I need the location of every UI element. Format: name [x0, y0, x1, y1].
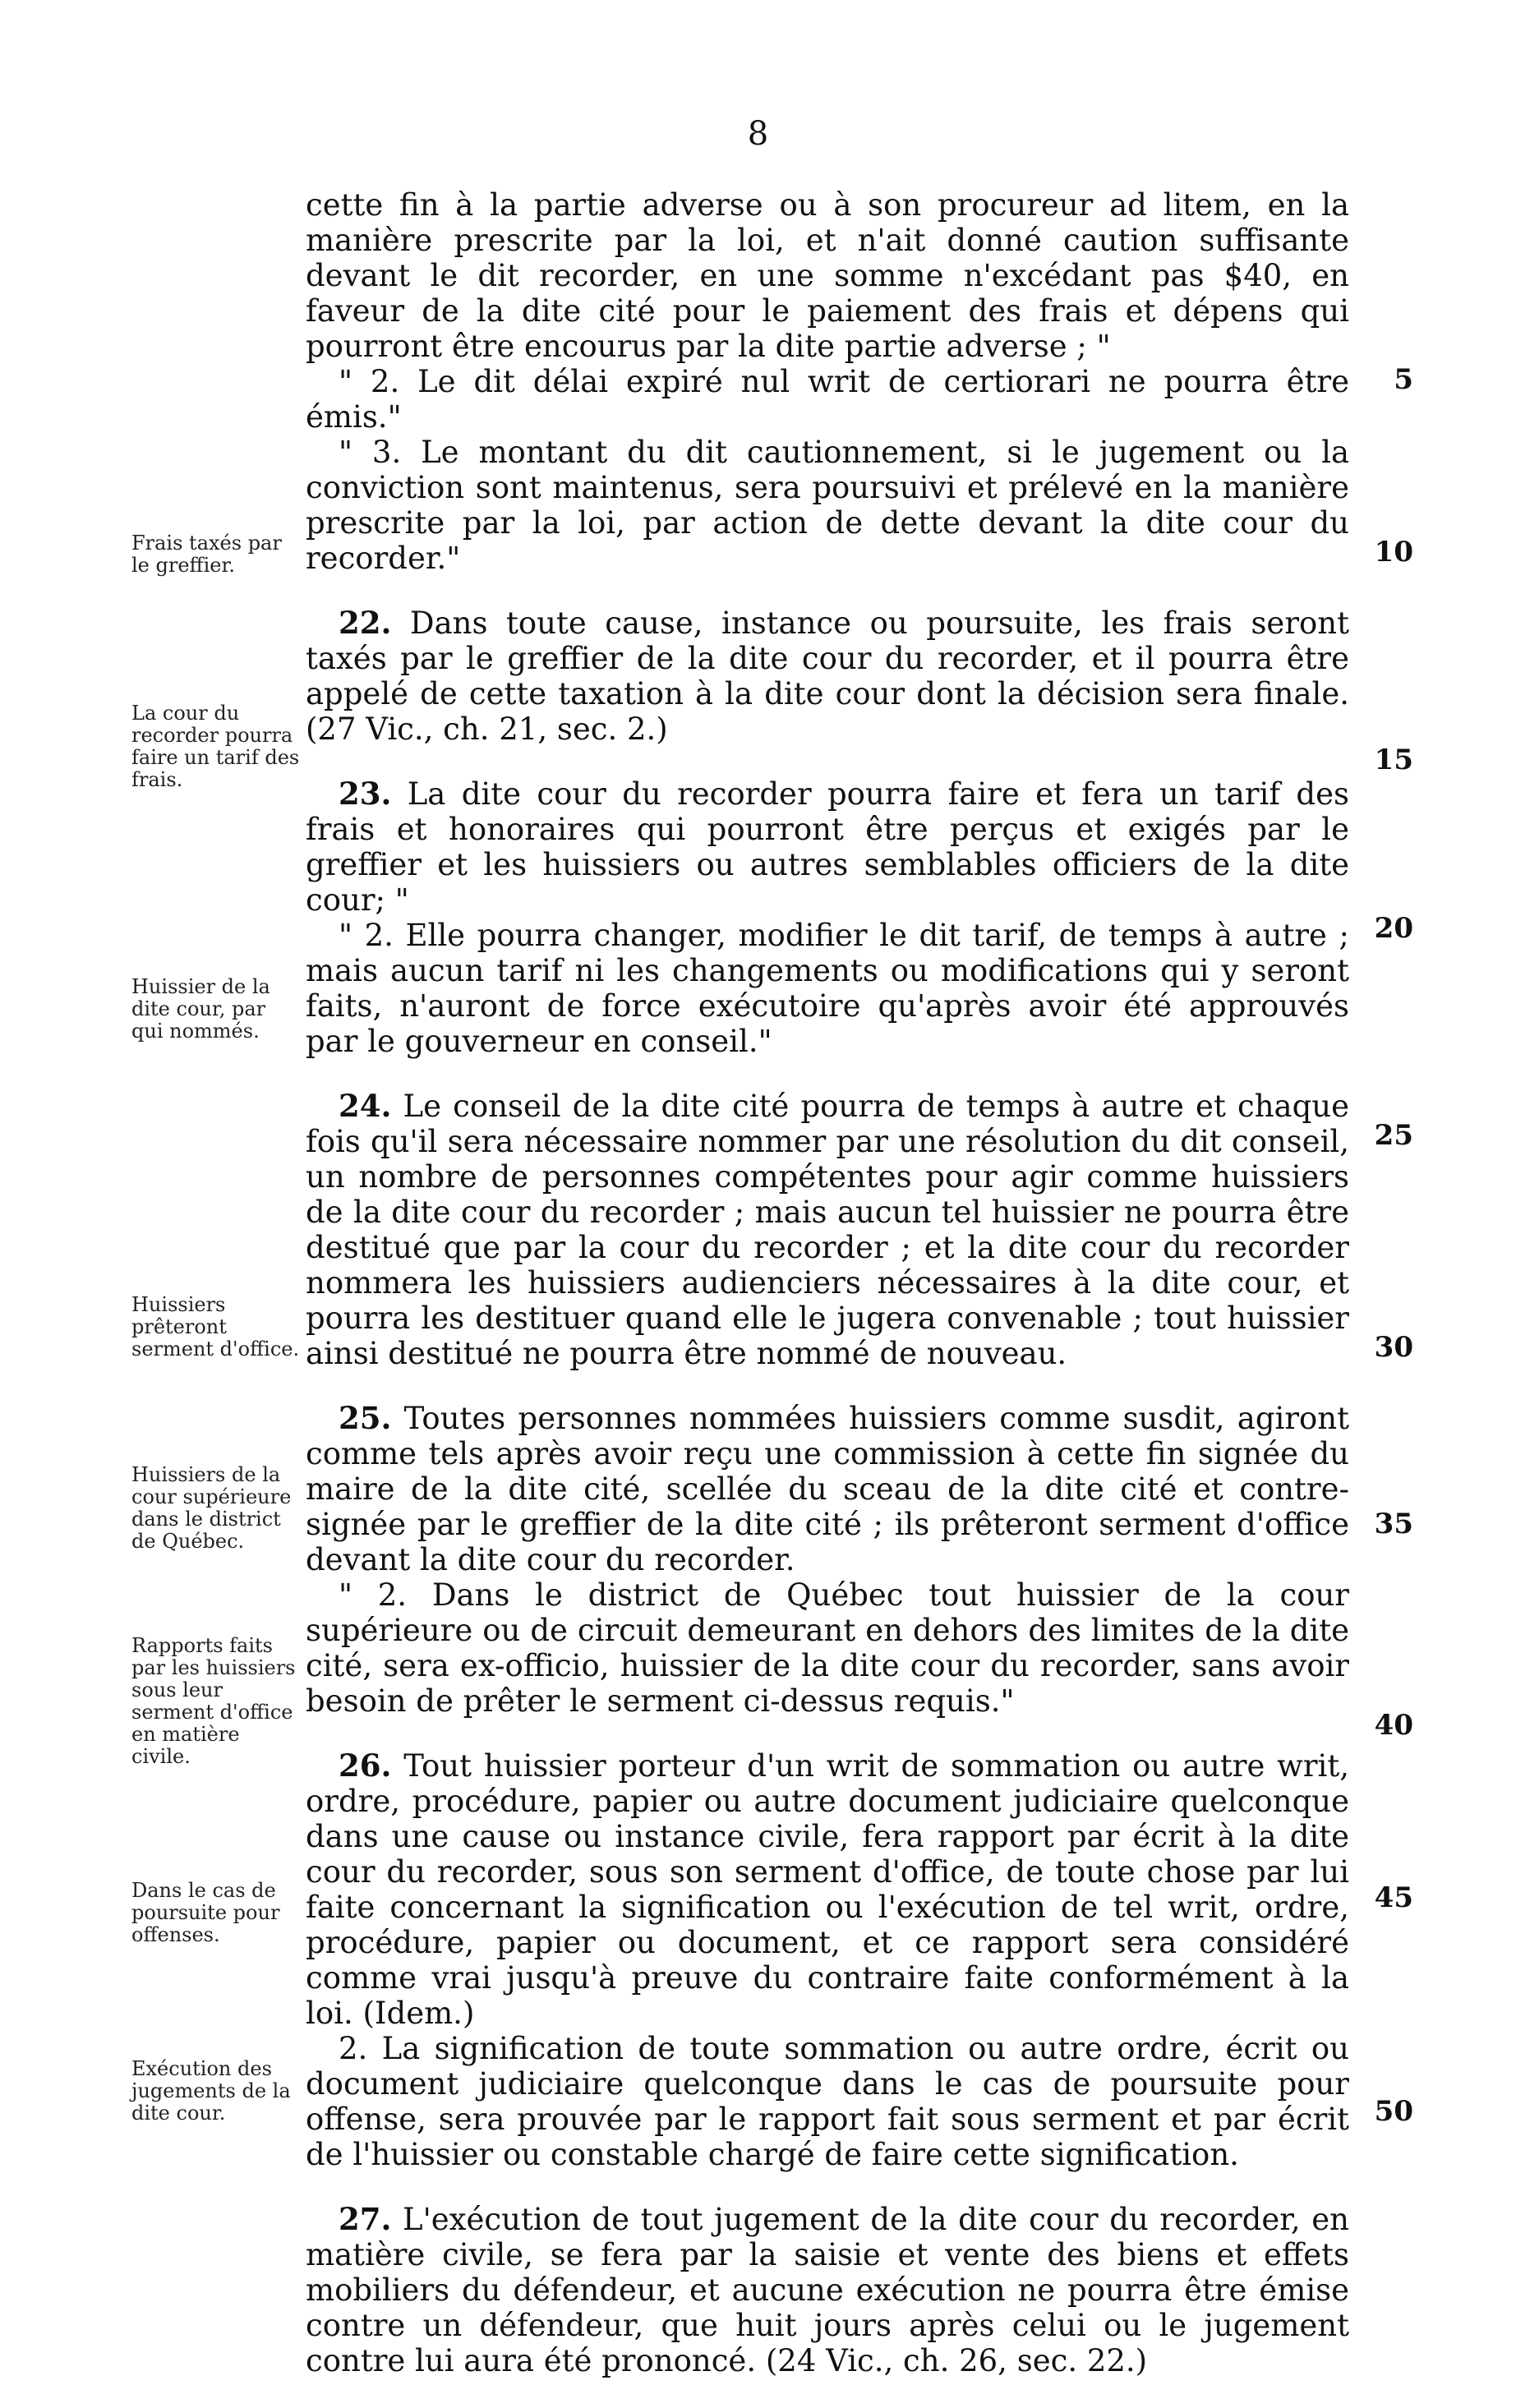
- line-number: 35: [1374, 1508, 1413, 1540]
- section-number: 27.: [339, 2201, 392, 2237]
- line-number: 25: [1374, 1119, 1413, 1152]
- margin-note: Dans le cas de poursuite pour offenses.: [131, 1879, 280, 1946]
- paragraph: " 2. Dans le district de Québec tout huissier de la cour supérieure ou de circuit demeurant en dehors des limites de la dite cité, sera ex-officio, huissier de la dite cour du recorder, sans avoir besoin de prêter le serment ci-dessus requis.": [306, 1577, 1349, 1719]
- line-number: 5: [1394, 363, 1413, 396]
- section-text: Le conseil de la dite cité pourra de temps à autre et chaque fois qu'il sera nécessaire nommer par une résolution du dit conseil, un nombre de personnes compétentes pour agir comme huissiers de la dite cour du recorder ; mais aucun tel huissier ne pourra être destitué que par la cour du recorder ; et la dite cour du recorder nommera les huissiers audienciers nécessaires à la dite cour, et pourra les destituer quand elle le jugera convenable ; tout huissier ainsi destitué ne pourra être nommé de nouveau.: [306, 1089, 1349, 1371]
- margin-note: Huissier de la dite cour, par qui nommés.: [131, 975, 270, 1043]
- section-24: [306, 1089, 1349, 1371]
- line-number: 15: [1374, 744, 1413, 776]
- section-text: Toutes personnes nommées huissiers comme susdit, agiront comme tels après avoir reçu une commission à cette fin signée du maire de la dite cité, scellée du sceau de la dite cité et contre-signée par le greffier de la dite cité ; ils prêteront serment d'office devant la dite cour du recorder.: [306, 1401, 1349, 1577]
- section-number: 25.: [339, 1400, 392, 1436]
- margin-note: La cour du recorder pourra faire un tarif des frais.: [131, 702, 300, 791]
- margin-note: Rapports faits par les huissiers sous leur serment d'office en matière civile.: [131, 1634, 296, 1768]
- paragraph: cette fin à la partie adverse ou à son procureur ad litem, en la manière prescrite par la loi, et n'ait donné caution suffisante devant le dit recorder, en une somme n'excédant pas $40, en faveur de la dite cité pour le paiement des frais et dépens qui pourront être encourus par la dite partie adverse ; ": [306, 187, 1349, 364]
- paragraph: " 2. Elle pourra changer, modifier le dit tarif, de temps à autre ; mais aucun tarif ni les changements ou modifications qui y seront faits, n'auront de force exécutoire qu'après avoir été approuvés par le gouverneur en conseil.": [306, 918, 1349, 1059]
- section-text: Tout huissier porteur d'un writ de sommation ou autre writ, ordre, procédure, papier ou autre document judiciaire quelconque dans une cause ou instance civile, fera rapport par écrit à la dite cour du recorder, sous son serment d'office, de toute chose par lui faite concernant la signification ou l'exécution de tel writ, ordre, procédure, papier ou document, et ce rapport sera considéré comme vrai jusqu'à preuve du contraire faite conformément à la loi. (Idem.): [306, 1748, 1350, 2031]
- section-number: 26.: [339, 1747, 392, 1784]
- paragraph: " 3. Le montant du dit cautionnement, si le jugement ou la conviction sont maintenus, sera poursuivi et prélevé en la manière prescrite par la loi, par action de dette devant la dite cour du recorder.": [306, 435, 1349, 576]
- line-number: 30: [1374, 1331, 1413, 1364]
- section-text: Dans toute cause, instance ou poursuite, les frais seront taxés par le greffier de la dite cour du recorder, et il pourra être appelé de cette taxation à la dite cour dont la décision sera finale. (27 Vic., ch. 21, sec. 2.): [306, 605, 1349, 747]
- section-number: 23.: [339, 776, 392, 812]
- section-text: L'exécution de tout jugement de la dite cour du recorder, en matière civile, se fera par la saisie et vente des biens et effets mobiliers du défendeur, et aucune exécution ne pourra être émise contre un défendeur, que huit jours après celui ou le jugement contre lui aura été prononcé. (24 Vic., ch. 26, sec. 22.): [306, 2202, 1350, 2378]
- section-25: [306, 1401, 1349, 1719]
- section-21-continuation: [306, 187, 1349, 576]
- margin-note: Huissiers prêteront serment d'office.: [131, 1293, 300, 1361]
- section-22: [306, 605, 1349, 747]
- line-number: 45: [1374, 1881, 1413, 1914]
- line-number: 10: [1374, 536, 1413, 569]
- paragraph: 2. La signification de toute sommation ou autre ordre, écrit ou document judiciaire quelconque dans le cas de poursuite pour offense, sera prouvée par le rapport fait sous serment et par écrit de l'huissier ou constable chargé de faire cette signification.: [306, 2031, 1349, 2172]
- section-number: 22.: [339, 605, 392, 641]
- page-number: 8: [747, 115, 769, 153]
- section-text: La dite cour du recorder pourra faire et fera un tarif des frais et honoraires qui pourront être perçus et exigés par le greffier et les huissiers ou autres semblables officiers de la dite cour; ": [306, 776, 1349, 918]
- line-number: 20: [1374, 912, 1413, 945]
- margin-note: Frais taxés par le greffier.: [131, 532, 282, 577]
- line-number: 50: [1374, 2095, 1413, 2128]
- section-number: 24.: [339, 1088, 392, 1124]
- page-body: [306, 187, 1349, 2408]
- paragraph: " 2. Le dit délai expiré nul writ de certiorari ne pourra être émis.": [306, 364, 1349, 435]
- section-26: [306, 1748, 1349, 2172]
- margin-note: Huissiers de la cour supérieure dans le district de Québec.: [131, 1463, 292, 1553]
- margin-note: Exécution des jugements de la dite cour.: [131, 2057, 291, 2125]
- line-number: 40: [1374, 1709, 1413, 1742]
- section-23: [306, 776, 1349, 1059]
- section-27: [306, 2202, 1349, 2378]
